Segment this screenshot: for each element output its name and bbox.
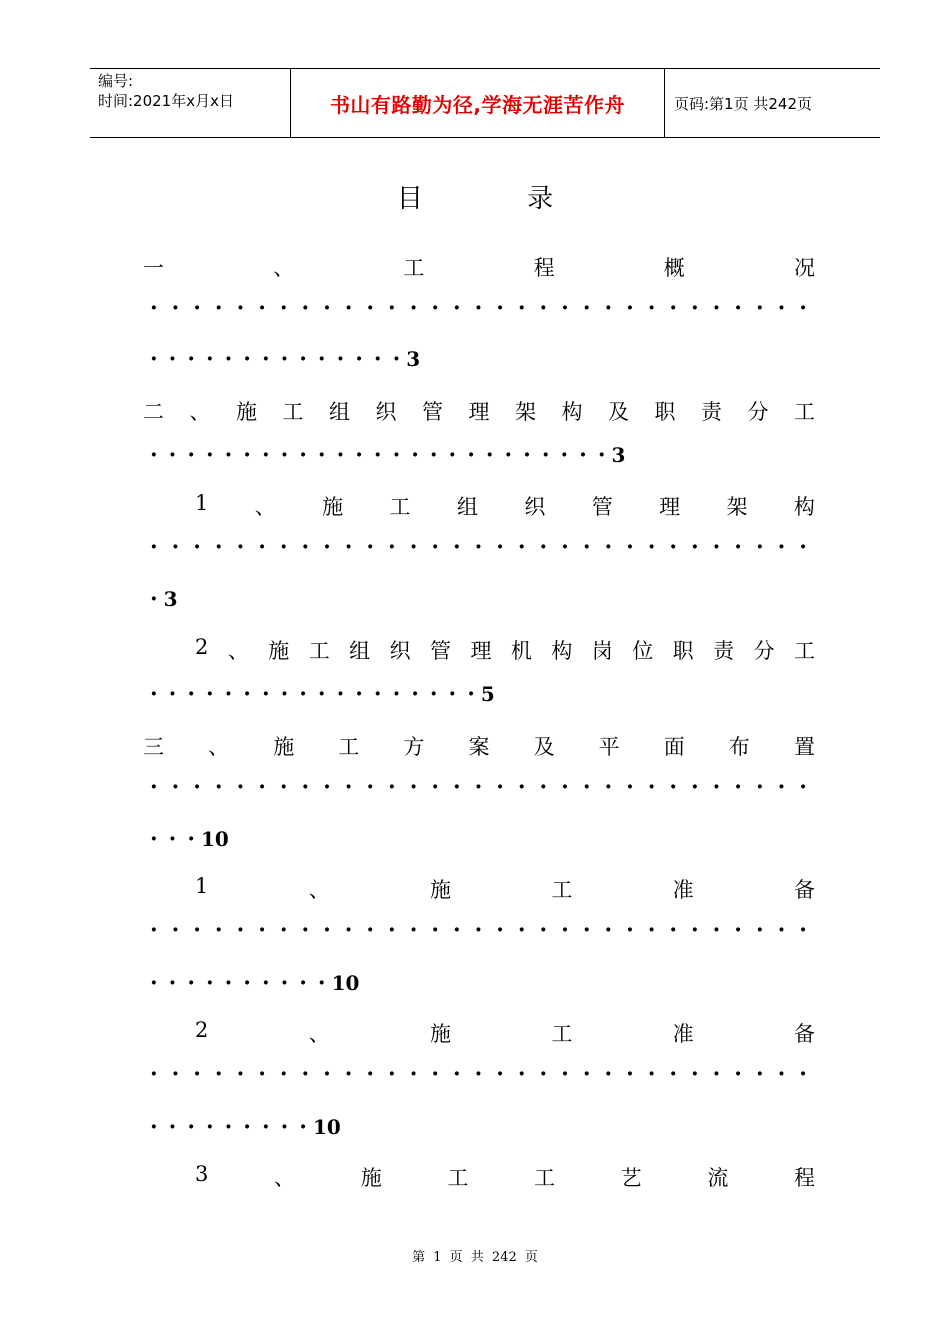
toc-leader-dots: · · · · · · · · · · · · · · · · · · · · · · · · · · · · · · · — [150, 917, 807, 943]
toc-entry-char: 理 — [468, 400, 490, 424]
toc-entry-char: 织 — [389, 639, 411, 663]
toc-entry-char: 、 — [274, 1166, 296, 1190]
toc-entry-char: 管 — [430, 639, 451, 663]
toc-entry-char: 面 — [663, 735, 685, 759]
toc-leader-dots: · · · · · · · · · · — [150, 970, 326, 996]
motto-text: 书山有路勤为径,学海无涯苦作舟 — [329, 92, 626, 117]
toc-leader-dots: · · · · · · · · · · · · · · · · · · · · · · · · · — [150, 442, 606, 468]
page-footer: 第 1 页 共 242 页 — [412, 1250, 538, 1265]
time-label: 时间:2021年x月x日 — [98, 92, 234, 110]
toc-entry-char: 概 — [663, 256, 685, 280]
toc-leader-end — [150, 346, 420, 372]
toc-entry-char: 2 — [195, 635, 209, 659]
toc-entry-char: 施 — [322, 495, 344, 519]
toc-entry-title[interactable] — [195, 491, 815, 521]
toc-leader-end — [150, 1114, 341, 1140]
toc-entry-char: 工 — [793, 639, 815, 663]
toc-entry-char: 工 — [794, 400, 815, 424]
toc-entry-char: 、 — [273, 256, 295, 280]
toc-entry-char: 施 — [430, 1022, 451, 1046]
toc-entry-title[interactable] — [143, 252, 815, 282]
toc-entry-char: 3 — [195, 1162, 209, 1186]
toc-entry-char: 责 — [701, 400, 722, 424]
toc-leader-dots: · — [150, 586, 158, 612]
toc-entry-char: 织 — [524, 495, 546, 519]
header-meta — [90, 69, 291, 137]
toc-page-number: 10 — [331, 971, 360, 995]
toc-leader-dots: · · · · · · · · · · · · · · · · · · · · · · · · · · · · · · · — [150, 534, 807, 560]
toc-entry-char: 分 — [753, 639, 775, 663]
toc-entry-char: 分 — [747, 400, 769, 424]
toc-entry-char: 2 — [195, 1018, 209, 1042]
toc-page-number: 3 — [163, 587, 178, 611]
toc-entry-char: 备 — [793, 878, 815, 902]
toc-entry-char: 程 — [793, 1166, 815, 1190]
toc-entry-char: 位 — [632, 639, 654, 663]
toc-entry-title[interactable] — [195, 1018, 815, 1048]
toc-title — [0, 178, 950, 215]
toc-entry-char: 案 — [468, 735, 490, 759]
toc-entry-char: 布 — [728, 735, 750, 759]
header-motto-cell — [291, 69, 665, 137]
toc-entry-char: 组 — [456, 495, 478, 519]
toc-entry-char: 组 — [349, 639, 371, 663]
toc-entry-char: 施 — [360, 1166, 382, 1190]
toc-entry-char: 施 — [268, 639, 290, 663]
toc-entry-char: 工 — [551, 878, 573, 902]
toc-entry-char: 工 — [551, 1022, 573, 1046]
toc-entry-char: 及 — [533, 735, 555, 759]
toc-entry-char: 1 — [195, 874, 209, 898]
toc-entry-char: 施 — [236, 400, 257, 424]
toc-entry-char: 构 — [793, 495, 815, 519]
header-page-cell — [665, 69, 880, 137]
toc-leader-dots: · · · · · · · · · — [150, 1114, 307, 1140]
toc-leader-dots: · · · · · · · · · · · · · · · · · · · · · · · · · · · · · · · — [150, 1061, 807, 1087]
toc-entry-char: 程 — [533, 256, 555, 280]
toc-title-char-b: 录 — [527, 184, 554, 214]
toc-page-number: 3 — [611, 443, 626, 467]
toc-entry-char: 、 — [308, 878, 330, 902]
toc-leader-dots: · · · · · · · · · · · · · · · · · · · · · · · · · · · · · · · — [150, 295, 807, 321]
toc-entry-char: 一 — [143, 256, 164, 280]
toc-entry-char: 准 — [672, 1022, 694, 1046]
toc-entry-char: 岗 — [591, 639, 613, 663]
toc-entry-char: 1 — [195, 491, 209, 515]
toc-page-number: 10 — [312, 1115, 341, 1139]
toc-leader-dots: · · · · · · · · · · · · · · — [150, 346, 401, 372]
toc-entry-char: 施 — [430, 878, 451, 902]
toc-entry-char: 架 — [726, 495, 748, 519]
toc-entry-char: 工 — [338, 735, 360, 759]
toc-entry-title[interactable] — [143, 396, 815, 426]
toc-entry-char: 责 — [713, 639, 735, 663]
toc-entry-char: 二 — [143, 400, 164, 424]
toc-entry-char: 方 — [403, 735, 425, 759]
toc-entry-char: 三 — [143, 735, 164, 759]
toc-entry-char: 工 — [308, 639, 330, 663]
toc-leader-dots: · · · · · · · · · · · · · · · · · · · · · · · · · · · · · · · — [150, 774, 807, 800]
toc-entry-title[interactable] — [195, 635, 815, 665]
number-label: 编号: — [98, 72, 134, 90]
toc-entry-char: 流 — [707, 1166, 729, 1190]
toc-entry-char: 备 — [793, 1022, 815, 1046]
toc-entry-char: 置 — [793, 735, 815, 759]
toc-entry-char: 、 — [208, 735, 230, 759]
toc-entry-char: 施 — [273, 735, 295, 759]
toc-entry-char: 艺 — [620, 1166, 642, 1190]
toc-entry-char: 准 — [672, 878, 694, 902]
toc-entry-char: 平 — [598, 735, 620, 759]
toc-entry-char: 工 — [389, 495, 411, 519]
toc-entry-char: 管 — [422, 400, 443, 424]
toc-entry-char: 工 — [447, 1166, 469, 1190]
toc-entry-title[interactable] — [143, 731, 815, 761]
toc-entry-char: 工 — [282, 400, 304, 424]
toc-entry-char: 、 — [308, 1022, 330, 1046]
toc-entry-char: 理 — [470, 639, 492, 663]
toc-entry-char: 理 — [659, 495, 681, 519]
toc-page-number: 5 — [480, 682, 495, 706]
toc-entry-title[interactable] — [195, 874, 815, 904]
toc-title-char-a: 目 — [396, 184, 423, 214]
toc-leader-end — [150, 970, 359, 996]
toc-entry-char: 织 — [375, 400, 397, 424]
toc-leader-end — [150, 826, 229, 852]
toc-page-number: 3 — [406, 347, 421, 371]
toc-entry-char: 构 — [561, 400, 583, 424]
toc-entry-char: 工 — [403, 256, 425, 280]
toc-entry-char: 、 — [189, 400, 211, 424]
toc-leader-end — [150, 586, 178, 612]
toc-leader-dots: · · · — [150, 826, 195, 852]
toc-entry-char: 机 — [510, 639, 532, 663]
page-info: 页码:第1页 共242页 — [674, 94, 812, 113]
toc-entry-char: 工 — [534, 1166, 555, 1190]
toc-leader-dots: · · · · · · · · · · · · · · · · · · — [150, 681, 475, 707]
toc-entry-char: 及 — [608, 400, 629, 424]
toc-entry-char: 职 — [654, 400, 676, 424]
toc-leader-end — [150, 681, 495, 707]
toc-entry-char: 管 — [591, 495, 613, 519]
page-header — [90, 68, 880, 138]
toc-leader-end — [150, 442, 625, 468]
toc-entry-char: 、 — [254, 495, 276, 519]
toc-entry-char: 架 — [515, 400, 536, 424]
toc-entry-char: 、 — [227, 639, 249, 663]
toc-entry-char: 组 — [329, 400, 350, 424]
toc-entry-char: 况 — [793, 256, 815, 280]
toc-entry-char: 职 — [672, 639, 694, 663]
toc-entry-char: 构 — [551, 639, 573, 663]
toc-entry-title[interactable] — [195, 1162, 815, 1192]
toc-page-number: 10 — [200, 827, 229, 851]
